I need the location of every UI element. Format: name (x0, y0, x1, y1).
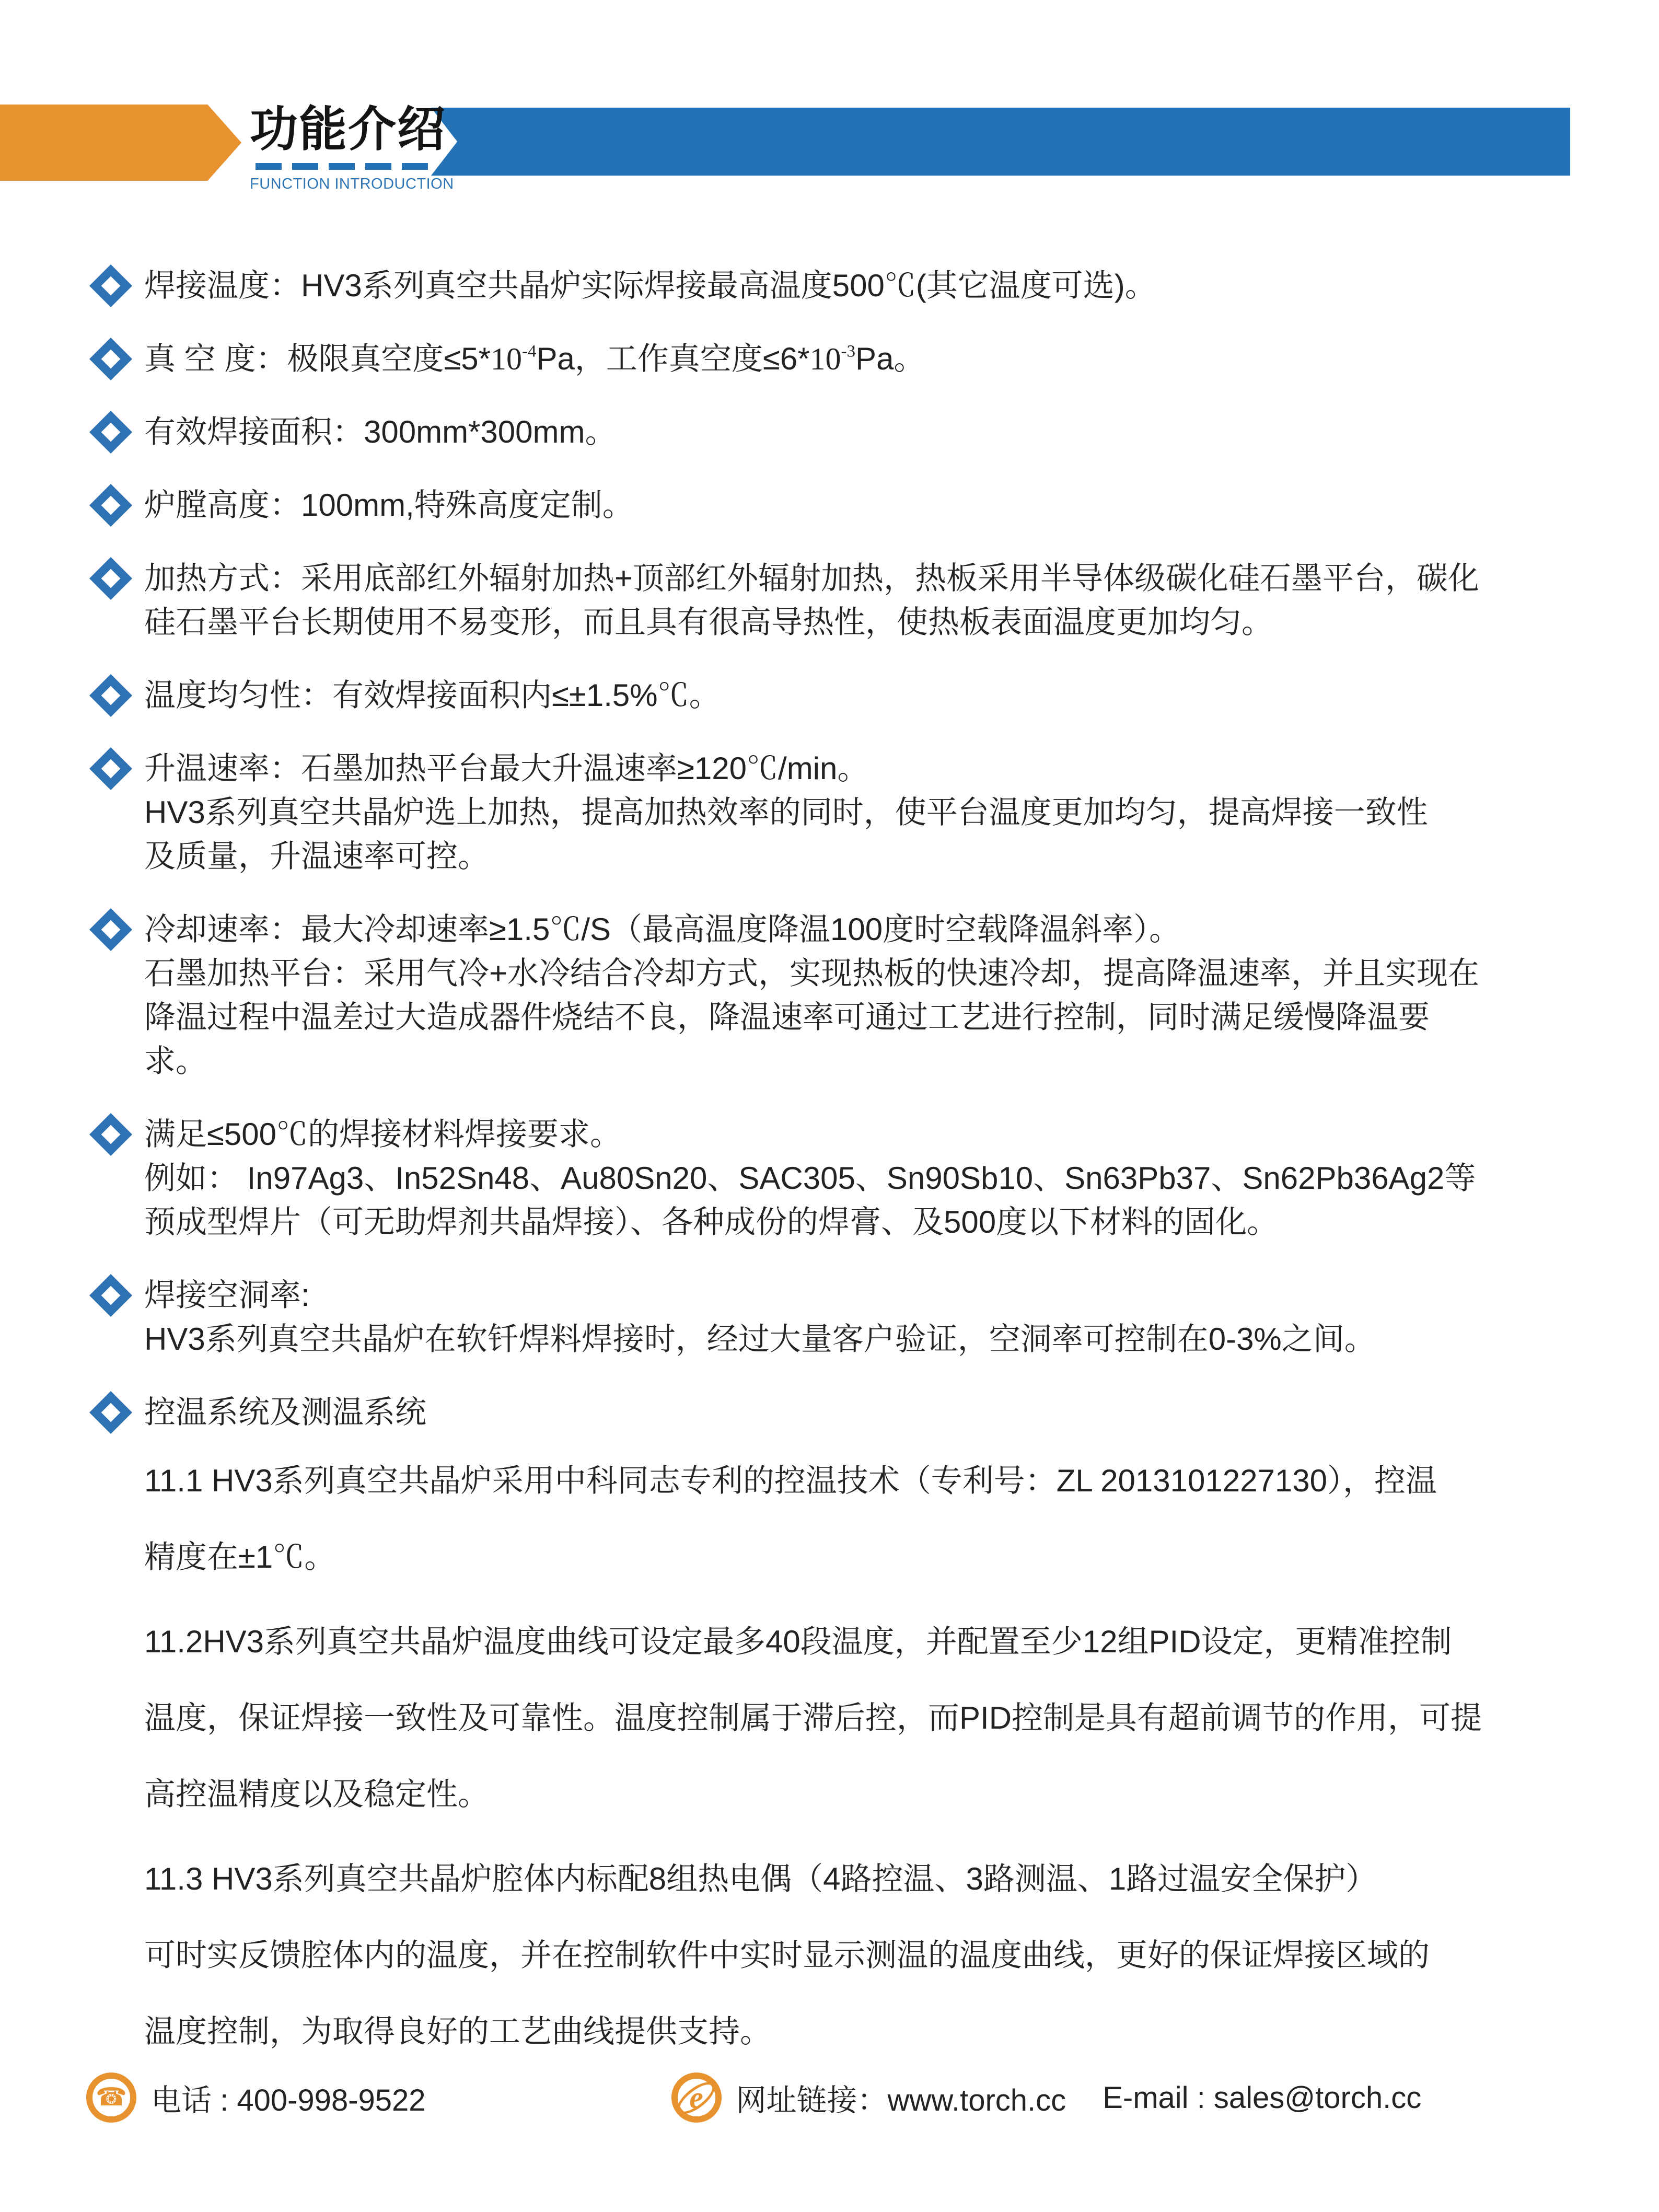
telephone-glyph: ☎ (96, 2083, 127, 2111)
sub-paragraph (144, 1604, 1539, 1833)
dash (292, 163, 318, 170)
text-line: 及质量，升温速率可控。 (144, 839, 489, 874)
list-item (89, 483, 1539, 527)
diamond-bullet-icon (89, 674, 133, 717)
phone-number: 电话 : 400-998-9522 (151, 2083, 426, 2117)
bullet-text (144, 557, 1539, 644)
list-item (89, 557, 1539, 644)
bullet-text (144, 1443, 1539, 1595)
feature-list (89, 264, 1539, 2070)
text-line: 例如： In97Ag3、In52Sn48、Au80Sn20、SAC305、Sn90Sb10、Sn63Pb37、Sn62Pb36Ag2等 (144, 1161, 1476, 1196)
diamond-bullet-icon (89, 337, 133, 381)
text-line: 升温速率：石墨加热平台最大升温速率≥120℃/min。 (144, 751, 869, 786)
text-line: 可时实反馈腔体内的温度，并在控制软件中实时显示测温的温度曲线，更好的保证焊接区域的 (144, 1938, 1430, 1973)
diamond-bullet-icon (89, 1113, 133, 1156)
dash (256, 163, 282, 170)
text-line: 石墨加热平台：采用气冷+水冷结合冷却方式，实现热板的快速冷却，提高降温速率，并且实现在 (144, 956, 1480, 991)
header-orange-ribbon (0, 105, 241, 181)
list-item (89, 747, 1539, 878)
diamond-bullet-icon (89, 557, 133, 600)
telephone-icon (86, 2072, 136, 2123)
diamond-bullet-icon (89, 264, 133, 308)
list-item (89, 1273, 1539, 1361)
bullet-text (144, 1113, 1539, 1244)
text-line: 加热方式：采用底部红外辐射加热+顶部红外辐射加热，热板采用半导体级碳化硅石墨平台，碳化 (144, 561, 1480, 596)
diamond-bullet-icon (89, 908, 133, 952)
internet-e-glyph-wrap (678, 2079, 715, 2116)
website-link: 网址链接：www.torch.cc (736, 2083, 1066, 2117)
bullet-text (144, 337, 1539, 381)
dash (329, 163, 355, 170)
email-address: E-mail : sales@torch.cc (1103, 2080, 1422, 2115)
dash (365, 163, 391, 170)
page-footer (86, 2072, 1421, 2123)
header-blue-ribbon (431, 108, 1570, 176)
sub-paragraph (144, 1443, 1539, 1595)
list-item (89, 1113, 1539, 1244)
diamond-bullet-icon (89, 483, 133, 527)
text-line: 11.3 HV3系列真空共晶炉腔体内标配8组热电偶（4路控温、3路测温、1路过温安全保护） (144, 1861, 1377, 1896)
text-line: 焊接空洞率: (144, 1278, 310, 1313)
bullet-text (144, 674, 1539, 717)
text-line: 温度控制，为取得良好的工艺曲线提供支持。 (144, 2014, 771, 2049)
text-line: 预成型焊片（可无助焊剂共晶焊接）、各种成份的焊膏、及500度以下材料的固化。 (144, 1205, 1279, 1240)
text-line: 温度，保证焊接一致性及可靠性。温度控制属于滞后控，而PID控制是具有超前调节的作用，可提 (144, 1700, 1482, 1735)
internet-e-icon (671, 2072, 722, 2123)
text-line: 求。 (144, 1044, 207, 1079)
text-line: 精度在±1℃。 (144, 1539, 336, 1574)
text-line: HV3系列真空共晶炉在软钎焊料焊接时，经过大量客户验证，空洞率可控制在0-3%之间。 (144, 1322, 1376, 1357)
diamond-bullet-icon (89, 1273, 133, 1317)
text-line: 硅石墨平台长期使用不易变形，而且具有很高导热性，使热板表面温度更加均匀。 (144, 605, 1273, 640)
header-title-block (250, 103, 454, 192)
bullet-text (144, 1273, 1539, 1361)
bullet-text (144, 747, 1539, 878)
phone-contact (86, 2072, 426, 2123)
page-subtitle-en: FUNCTION INTRODUCTION (250, 176, 454, 192)
dash (402, 163, 428, 170)
bullet-text (144, 483, 1539, 527)
text-line: 满足≤500℃的焊接材料焊接要求。 (144, 1117, 622, 1152)
text-line: 降温过程中温差过大造成器件烧结不良，降温速率可通过工艺进行控制，同时满足缓慢降温要 (144, 1000, 1430, 1035)
diamond-bullet-icon (89, 410, 133, 454)
text-line: 有效焊接面积：300mm*300mm。 (144, 414, 617, 449)
text-line: HV3系列真空共晶炉选上加热，提高加热效率的同时，使平台温度更加均匀，提高焊接一致性 (144, 795, 1428, 830)
text-line: 真 空 度：极限真空度$\le 5*10^{-4}Pa$，工作真空度$\le 6*10^{-3}Pa$。 (144, 341, 925, 376)
sub-paragraph (144, 1841, 1539, 2070)
dashed-divider (250, 163, 434, 170)
list-item (89, 410, 1539, 454)
text-line: 焊接温度：HV3系列真空共晶炉实际焊接最高温度500℃(其它温度可选)。 (144, 268, 1156, 303)
text-line: 高控温精度以及稳定性。 (144, 1777, 489, 1812)
diamond-bullet-icon (89, 1391, 133, 1434)
text-line: 温度均匀性：有效焊接面积内≤±1.5%℃。 (144, 678, 721, 713)
bullet-text (144, 1391, 1539, 1434)
bullet-text (144, 264, 1539, 308)
list-item (89, 264, 1539, 308)
list-item (89, 1391, 1539, 1434)
text-line: 炉膛高度：100mm,特殊高度定制。 (144, 488, 634, 523)
bullet-text (144, 1604, 1539, 1833)
bullet-text (144, 908, 1539, 1083)
diamond-bullet-icon (89, 747, 133, 791)
web-contact (671, 2072, 1422, 2123)
list-item (89, 908, 1539, 1083)
page-title: 功能介绍 (250, 103, 447, 156)
list-item (89, 337, 1539, 381)
internet-e-glyph: e (689, 2080, 703, 2115)
text-line: 控温系统及测温系统 (144, 1395, 426, 1430)
bullet-text (144, 1841, 1539, 2070)
text-line: 冷却速率：最大冷却速率≥1.5℃/S（最高温度降温100度时空载降温斜率）。 (144, 912, 1181, 947)
text-line: 11.1 HV3系列真空共晶炉采用中科同志专利的控温技术（专利号：ZL 2013101227130），控温 (144, 1463, 1437, 1498)
list-item (89, 674, 1539, 717)
bullet-text (144, 410, 1539, 454)
text-line: 11.2HV3系列真空共晶炉温度曲线可设定最多40段温度，并配置至少12组PID设定，更精准控制 (144, 1624, 1452, 1659)
